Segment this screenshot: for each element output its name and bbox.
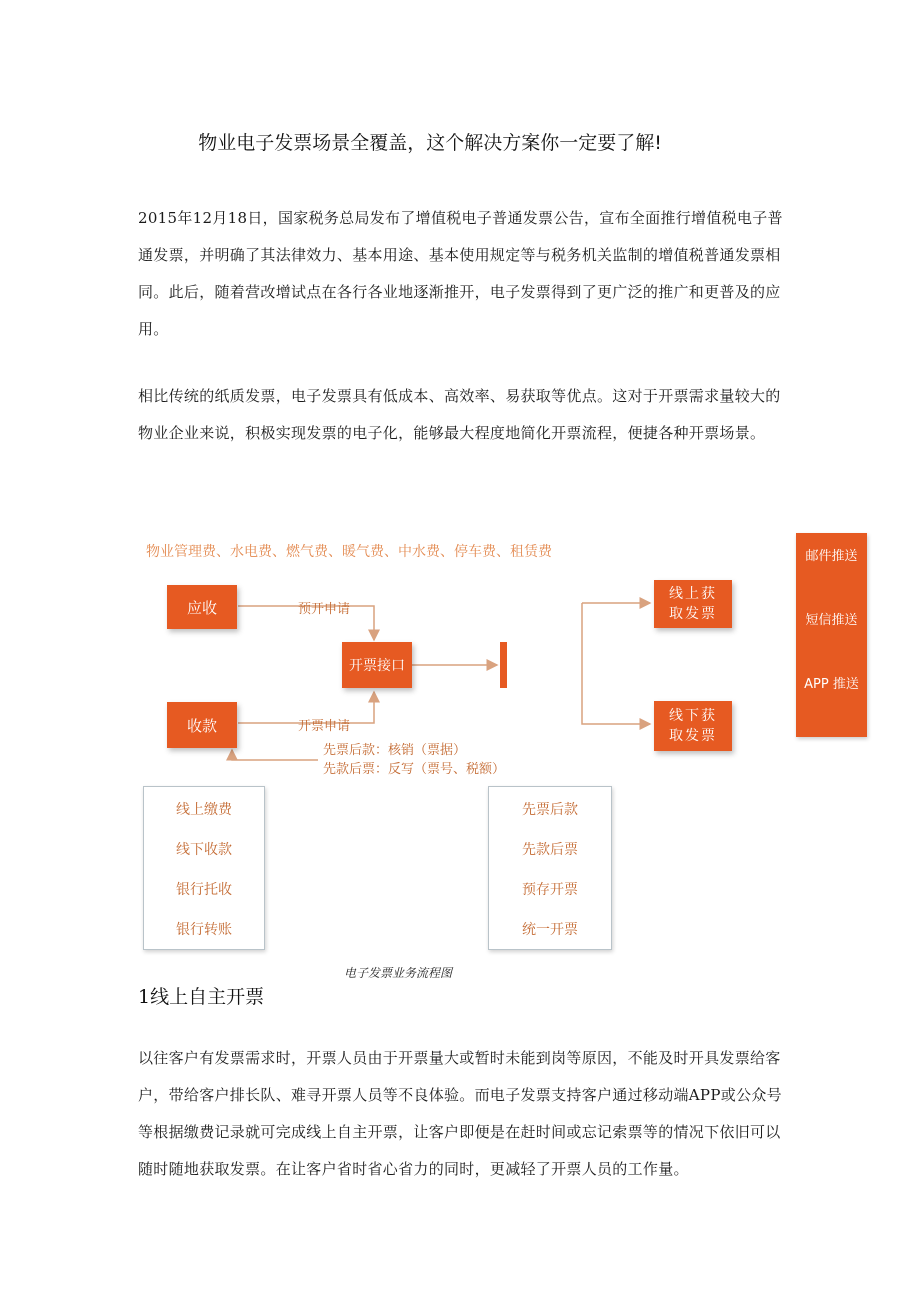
fee-types-label: 物业管理费、水电费、燃气费、暖气费、中水费、停车费、租赁费 [146, 544, 552, 560]
paragraph-intro: 2015年12月18日，国家税务总局发布了增值税电子普通发票公告，宣布全面推行增值税电子普通发票，并明确了其法律效力、基本用途、基本使用规定等与税务机关监制的增值税普通发票相同。此后，随着营改增试点在各行各业地逐渐推开，电子发票得到了更广泛的推广和更普及的应用。 [138, 209, 783, 338]
label-pre-apply: 预开申请 [298, 602, 351, 617]
push-email: 邮件推送 [805, 549, 858, 564]
list-item: 银行转账 [176, 922, 232, 938]
box-truncated [500, 642, 507, 688]
paragraph-online-self-invoicing: 以往客户有发票需求时，开票人员由于开票量大或暂时未能到岗等原因，不能及时开具发票给客户，带给客户排长队、难寻开票人员等不良体验。而电子发票支持客户通过移动端APP或公众号等根据缴费记录就可完成线上自主开票，让客户即便是在赶时间或忘记索票等的情况下依旧可以随时随地获取发票。在让客户省时省心省力的同时，更减轻了开票人员的工作量。 [138, 1049, 782, 1178]
label-apply: 开票申请 [298, 719, 351, 734]
list-item: 线下收款 [176, 842, 232, 858]
box-offline-get-invoice: 线下获取发票 [654, 701, 732, 751]
push-app: APP 推送 [804, 677, 859, 692]
section-heading-online-self-invoicing: 1线上自主开票 [138, 986, 265, 1008]
box-invoice-interface: 开票接口 [342, 642, 412, 688]
list-item: 预存开票 [522, 882, 578, 898]
box-online-get-invoice: 线上获取发票 [654, 580, 732, 628]
arrow-online-get [582, 603, 650, 724]
list-item: 线上缴费 [176, 802, 232, 818]
figure-caption: 电子发票业务流程图 [343, 966, 452, 980]
article-title: 物业电子发票场景全覆盖，这个解决方案你一定要了解! [198, 132, 662, 154]
push-sms: 短信推送 [805, 613, 858, 628]
panel-invoice-modes [488, 786, 612, 950]
note-invoice-first: 先票后款：核销（票据） [323, 743, 467, 758]
note-payment-first: 先款后票：反写（票号、税额） [323, 762, 506, 777]
box-received: 收款 [167, 702, 237, 748]
panel-payment-methods [143, 786, 265, 950]
list-item: 统一开票 [522, 922, 578, 938]
list-item: 银行托收 [176, 882, 232, 898]
paragraph-advantages: 相比传统的纸质发票，电子发票具有低成本、高效率、易获取等优点。这对于开票需求量较大的物业企业来说，积极实现发票的电子化，能够最大程度地简化开票流程，便捷各种开票场景。 [138, 387, 781, 442]
box-receivable: 应收 [167, 585, 237, 629]
push-methods-panel [796, 533, 867, 737]
list-item: 先票后款 [522, 802, 578, 818]
arrow-feedback [232, 750, 318, 760]
list-item: 先款后票 [522, 842, 578, 858]
